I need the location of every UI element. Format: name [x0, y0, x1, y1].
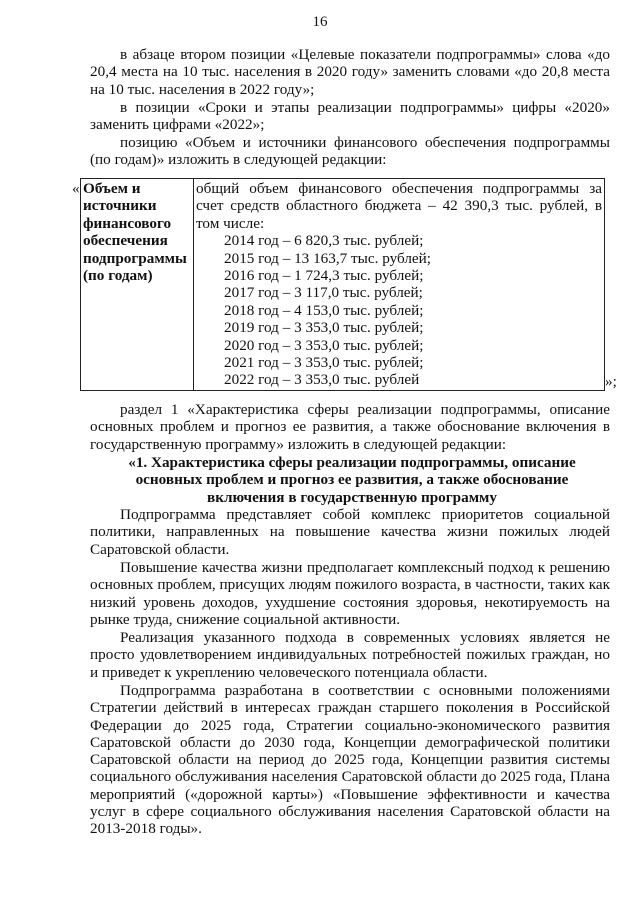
paragraph-funding-position: позицию «Объем и источники финансового обеспечения подпрограммы (по годам)» изложить в следующей редакции:: [90, 134, 610, 169]
funding-year-line: 2019 год – 3 353,0 тыс. рублей;: [224, 319, 424, 337]
funding-table: [80, 178, 605, 391]
funding-table-row: [81, 179, 605, 391]
page-number: 16: [312, 14, 328, 30]
paragraph-body-4: Подпрограмма разработана в соответствии с основными положениями Стратегии действий в интересах граждан старшего поколения в Российской Федерации до 2025 года, Стратегии социально-экономического развития Саратовской области до 2030 года, Концепции демографической политики Саратовской области на период до 2025 года, Концепции развития системы социального обслуживания населения Саратовской области до 2025 года, Плана мероприятий («дорожной карты») «Повышение эффективности и качества услуг в сфере социального обслуживания населения Саратовской области на 2013-2018 годы».: [90, 682, 610, 838]
table-close-quote: »;: [605, 373, 617, 390]
funding-year-line: 2017 год – 3 117,0 тыс. рублей;: [224, 284, 423, 302]
funding-total-text: общий объем финансового обеспечения подпрограммы за счет средств областного бюджета – 42 390,3 тыс. рублей, в том числе:: [196, 180, 602, 232]
paragraph-body-3: Реализация указанного подхода в современных условиях является не просто удовлетворением индивидуальных потребностей пожилых граждан, но и приведет к укреплению человеческого потенциала области.: [90, 629, 610, 681]
funding-year-line: 2022 год – 3 353,0 тыс. рублей: [224, 371, 420, 389]
section-heading: «1. Характеристика сферы реализации подпрограммы, описание основных проблем и прогноз ее развития, а также обоснование включения в государственную программу: [128, 454, 576, 506]
table-open-quote: «: [72, 180, 80, 197]
funding-year-line: 2014 год – 6 820,3 тыс. рублей;: [224, 232, 424, 250]
funding-year-line: 2020 год – 3 353,0 тыс. рублей;: [224, 336, 424, 354]
funding-year-line: 2018 год – 4 153,0 тыс. рублей;: [224, 301, 424, 319]
paragraph-body-2: Повышение качества жизни предполагает комплексный подход к решению основных проблем, присущих людям пожилого возраста, в частности, таких как низкий уровень доходов, ухудшение состояния здоровья, некотируемость на рынке труда, снижение социальной активности.: [90, 559, 610, 628]
funding-year-line: 2016 год – 1 724,3 тыс. рублей;: [224, 267, 424, 285]
paragraph-target-indicators: в абзаце втором позиции «Целевые показатели подпрограммы» слова «до 20,4 места на 10 тыс. населения в 2020 году» заменить словами «до 20,8 места на 10 тыс. населения в 2022 году»;: [90, 46, 610, 98]
paragraph-section-1-intro: раздел 1 «Характеристика сферы реализации подпрограммы, описание основных проблем и прогноз ее развития, а также обоснование включения в государственную программу» изложить в следующей редакции:: [90, 401, 610, 453]
funding-table-header-cell: Объем и источники финансового обеспечения подпрограммы (по годам): [81, 179, 194, 391]
paragraph-body-1: Подпрограмма представляет собой комплекс приоритетов социальной политики, направленных на повышение качества жизни пожилых людей Саратовской области.: [90, 506, 610, 558]
funding-year-line: 2015 год – 13 163,7 тыс. рублей;: [224, 249, 432, 267]
funding-table-value-cell: [194, 179, 605, 391]
paragraph-terms-stages: в позиции «Сроки и этапы реализации подпрограммы» цифры «2020» заменить цифрами «2022»;: [90, 99, 610, 134]
funding-year-line: 2021 год – 3 353,0 тыс. рублей;: [224, 354, 424, 372]
